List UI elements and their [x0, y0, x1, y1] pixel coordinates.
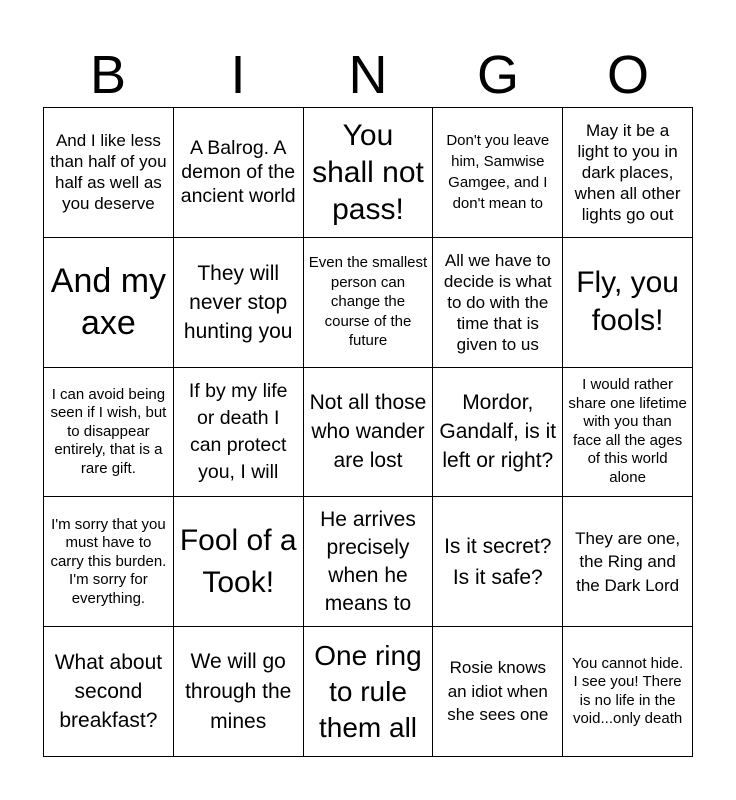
- bingo-cell[interactable]: [563, 368, 693, 498]
- bingo-cell[interactable]: [433, 497, 563, 627]
- bingo-cell[interactable]: [304, 368, 434, 498]
- cell-text: All we have to decide is what to do with the time that is given to us: [443, 250, 552, 354]
- bingo-cell[interactable]: [433, 238, 563, 368]
- bingo-cell[interactable]: [433, 627, 563, 757]
- bingo-cell[interactable]: [563, 497, 693, 627]
- bingo-cell[interactable]: [563, 108, 693, 238]
- cell-text: If by my life or death I can protect you, I will: [188, 379, 288, 483]
- bingo-cell[interactable]: [174, 497, 304, 627]
- cell-text: Rosie knows an idiot when she sees one: [447, 658, 549, 725]
- header-letter-n: N: [348, 45, 388, 105]
- bingo-cell[interactable]: [44, 627, 174, 757]
- cell-text: One ring to rule them all: [314, 639, 422, 743]
- bingo-header: [43, 44, 693, 106]
- cell-text: Don't you leave him, Samwise Gamgee, and I don't mean to: [446, 132, 550, 213]
- header-letter-g: G: [476, 45, 519, 105]
- bingo-cell[interactable]: [174, 627, 304, 757]
- cell-text: I'm sorry that you must have to carry this burden. I'm sorry for everything.: [50, 515, 167, 607]
- bingo-cell[interactable]: [174, 238, 304, 368]
- cell-text: Fool of a Took!: [179, 523, 297, 599]
- bingo-cell[interactable]: [44, 108, 174, 238]
- bingo-cell[interactable]: [44, 238, 174, 368]
- cell-text: We will go through the mines: [185, 649, 292, 733]
- cell-text: And I like less than half of you half as well as you deserve: [50, 131, 167, 214]
- bingo-cell[interactable]: [433, 108, 563, 238]
- cell-text: Even the smallest person can change the course of the future: [308, 254, 428, 350]
- header-letter-o: O: [606, 45, 649, 105]
- cell-text: And my axe: [50, 262, 167, 343]
- cell-text: Fly, you fools!: [576, 266, 679, 338]
- cell-text: Is it secret? Is it safe?: [444, 534, 552, 589]
- cell-text: Not all those who wander are lost: [309, 391, 427, 473]
- header-letter-i: I: [230, 45, 246, 105]
- cell-text: I would rather share one lifetime with you than face all the ages of this world alone: [568, 376, 687, 486]
- cell-text: Mordor, Gandalf, is it left or right?: [439, 391, 557, 473]
- cell-text: You cannot hide. I see you! There is no life in the void...only death: [571, 654, 684, 728]
- header-letter-b: B: [89, 45, 127, 105]
- cell-text: May it be a light to you in dark places, when all other lights go out: [574, 120, 681, 224]
- bingo-cell[interactable]: [304, 238, 434, 368]
- bingo-grid: [43, 107, 693, 757]
- cell-text: You shall not pass!: [312, 118, 424, 226]
- bingo-cell[interactable]: [44, 368, 174, 498]
- cell-text: I can avoid being seen if I wish, but to disappear entirely, that is a rare gift.: [50, 385, 167, 477]
- cell-text: He arrives precisely when he means to: [320, 507, 416, 615]
- bingo-cell[interactable]: [304, 497, 434, 627]
- bingo-cell[interactable]: [304, 108, 434, 238]
- cell-text: They will never stop hunting you: [183, 261, 293, 343]
- bingo-cell[interactable]: [304, 627, 434, 757]
- bingo-cell[interactable]: [563, 627, 693, 757]
- cell-text: A Balrog. A demon of the ancient world: [180, 137, 296, 208]
- cell-text: What about second breakfast?: [54, 651, 163, 733]
- bingo-cell[interactable]: [433, 368, 563, 498]
- bingo-cell[interactable]: [174, 368, 304, 498]
- bingo-cell[interactable]: [174, 108, 304, 238]
- cell-text: They are one, the Ring and the Dark Lord: [575, 528, 681, 595]
- bingo-cell[interactable]: [563, 238, 693, 368]
- bingo-cell[interactable]: [44, 497, 174, 627]
